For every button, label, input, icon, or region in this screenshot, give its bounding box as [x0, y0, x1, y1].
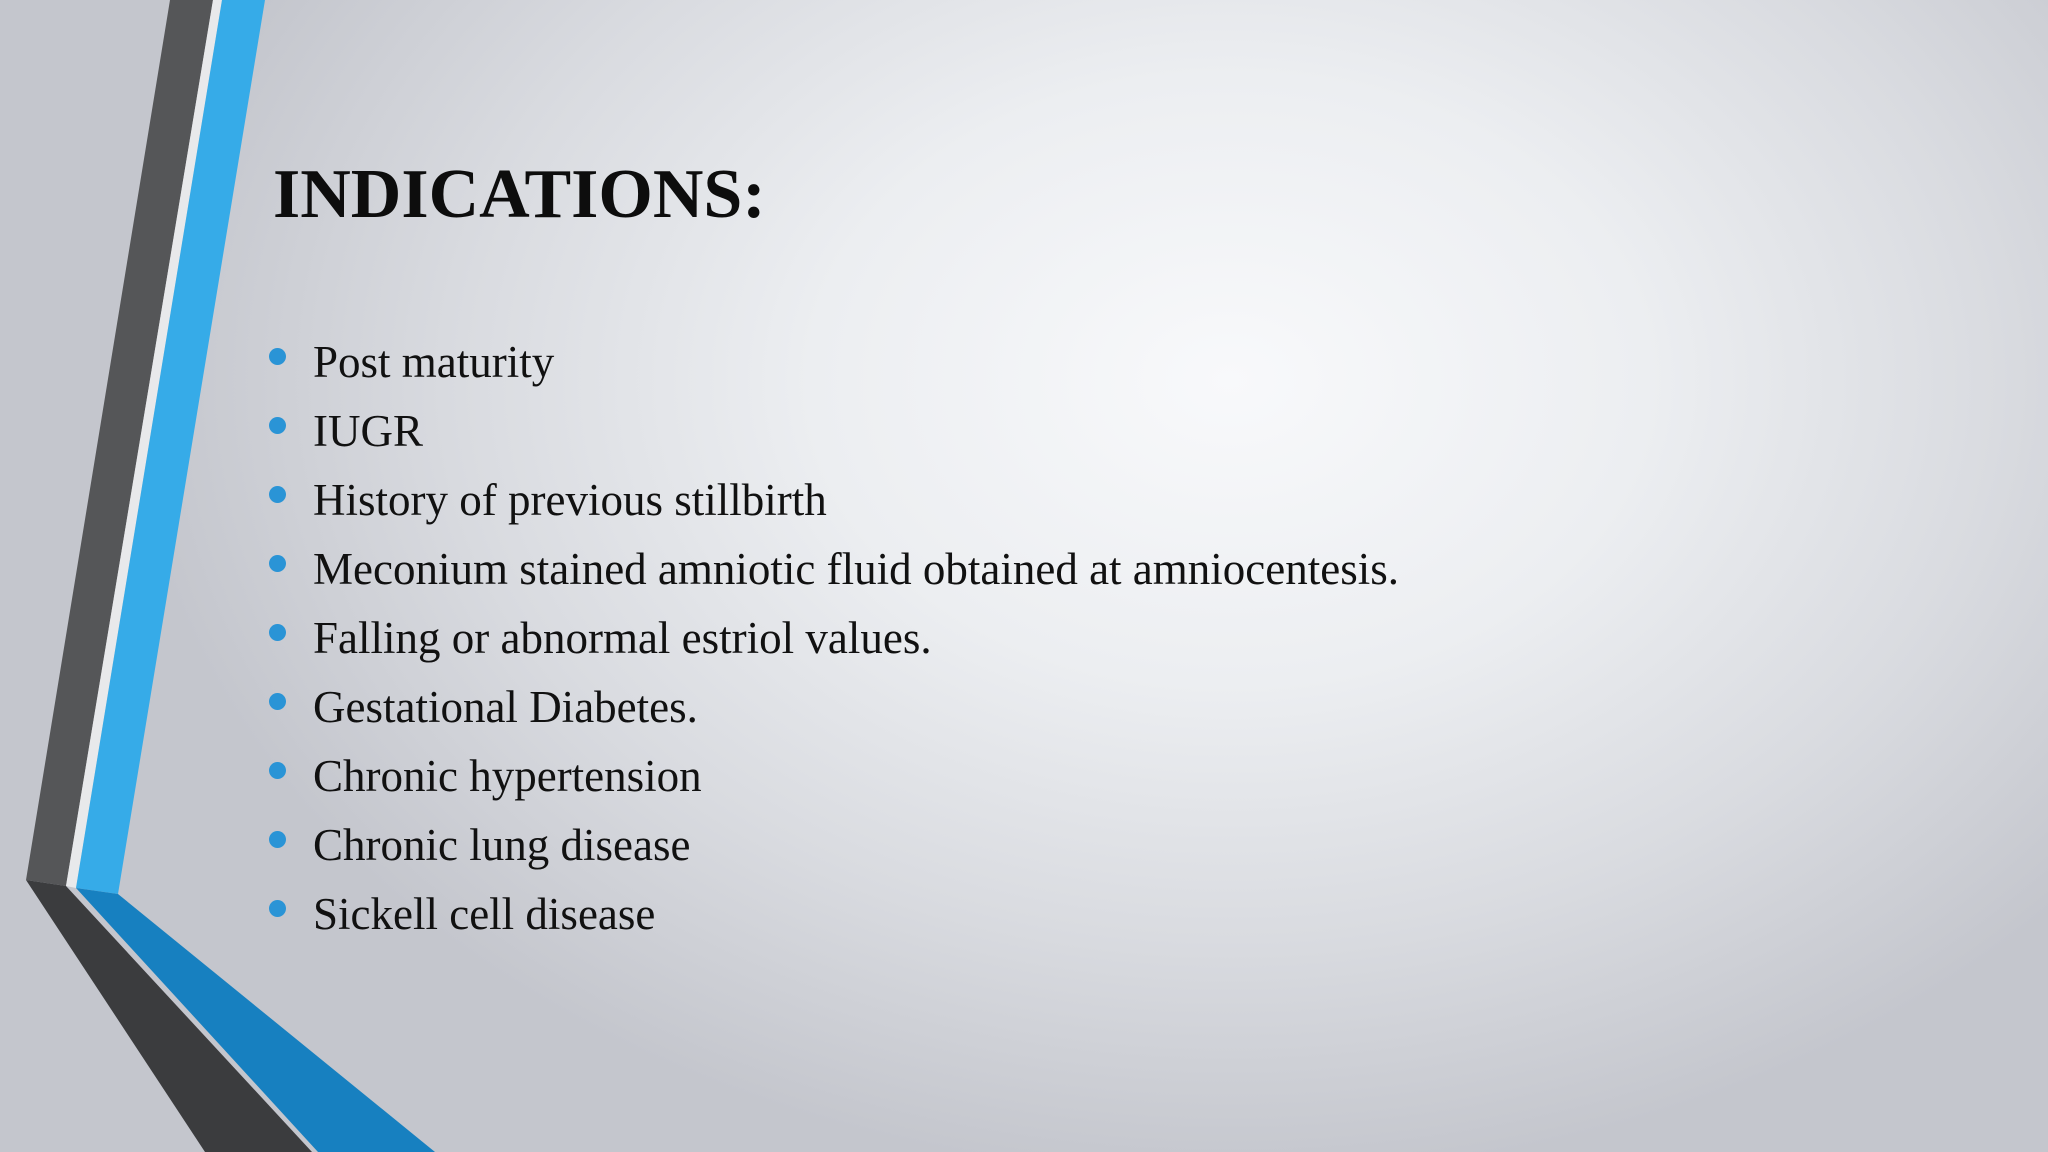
bullet-dot-icon [269, 348, 286, 365]
list-item-text: Sickell cell disease [313, 889, 656, 939]
list-item [264, 880, 1399, 949]
list-item [264, 328, 1399, 397]
bullet-dot-icon [269, 693, 286, 710]
list-item-text: Falling or abnormal estriol values. [313, 613, 932, 663]
list-item-text: History of previous stillbirth [313, 475, 827, 525]
list-item-text: Chronic lung disease [313, 820, 691, 870]
bullet-dot-icon [269, 831, 286, 848]
bullet-dot-icon [269, 417, 286, 434]
bullet-list [264, 328, 1399, 949]
list-item-text: Gestational Diabetes. [313, 682, 698, 732]
list-item [264, 535, 1399, 604]
slide-title: INDICATIONS: [273, 156, 766, 233]
list-item-text: IUGR [313, 406, 423, 456]
bullet-dot-icon [269, 762, 286, 779]
list-item-text: Post maturity [313, 337, 555, 387]
bullet-dot-icon [269, 624, 286, 641]
list-item [264, 742, 1399, 811]
bullet-dot-icon [269, 555, 286, 572]
list-item [264, 397, 1399, 466]
list-item [264, 673, 1399, 742]
list-item [264, 466, 1399, 535]
list-item [264, 811, 1399, 880]
bullet-dot-icon [269, 486, 286, 503]
list-item-text: Meconium stained amniotic fluid obtained at amniocentesis. [313, 544, 1399, 594]
white-separator [66, 0, 222, 888]
list-item [264, 604, 1399, 673]
bullet-dot-icon [269, 900, 286, 917]
list-item-text: Chronic hypertension [313, 751, 702, 801]
